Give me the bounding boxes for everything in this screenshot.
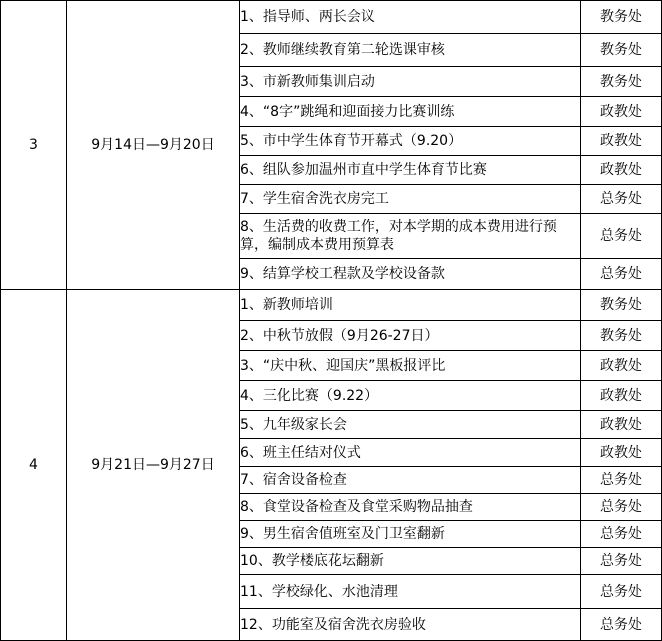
task-cell: 1、指导师、两长会议 bbox=[240, 1, 581, 34]
task-cell: 2、教师继续教育第二轮选课审核 bbox=[240, 34, 581, 67]
week-dates-cell: 9月14日—9月20日 bbox=[67, 1, 240, 290]
department-cell: 教务处 bbox=[581, 1, 662, 34]
task-cell: 6、组队参加温州市直中学生体育节比赛 bbox=[240, 156, 581, 185]
task-cell: 5、九年级家长会 bbox=[240, 411, 581, 439]
task-cell: 8、生活费的收费工作，对本学期的成本费用进行预算，编制成本费用预算表 bbox=[240, 214, 581, 259]
department-cell: 总务处 bbox=[581, 185, 662, 214]
task-cell: 4、“8字”跳绳和迎面接力比赛训练 bbox=[240, 97, 581, 127]
task-cell: 8、食堂设备检查及食堂采购物品抽查 bbox=[240, 494, 581, 521]
task-cell: 3、市新教师集训启动 bbox=[240, 67, 581, 97]
department-cell: 教务处 bbox=[581, 290, 662, 321]
task-cell: 11、学校绿化、水池清理 bbox=[240, 575, 581, 609]
task-cell: 9、男生宿舍值班室及门卫室翻新 bbox=[240, 521, 581, 548]
department-cell: 政教处 bbox=[581, 439, 662, 467]
department-cell: 总务处 bbox=[581, 548, 662, 575]
task-cell: 5、市中学生体育节开幕式（9.20） bbox=[240, 127, 581, 156]
week-number-cell: 3 bbox=[1, 1, 67, 290]
department-cell: 政教处 bbox=[581, 97, 662, 127]
department-cell: 政教处 bbox=[581, 351, 662, 381]
task-cell: 3、“庆中秋、迎国庆”黑板报评比 bbox=[240, 351, 581, 381]
department-cell: 总务处 bbox=[581, 259, 662, 290]
week-dates-cell: 9月21日—9月27日 bbox=[67, 290, 240, 641]
department-cell: 政教处 bbox=[581, 127, 662, 156]
task-cell: 10、教学楼底花坛翻新 bbox=[240, 548, 581, 575]
task-cell: 2、中秋节放假（9月26-27日） bbox=[240, 321, 581, 351]
task-cell: 9、结算学校工程款及学校设备款 bbox=[240, 259, 581, 290]
task-cell: 1、新教师培训 bbox=[240, 290, 581, 321]
department-cell: 政教处 bbox=[581, 156, 662, 185]
department-cell: 总务处 bbox=[581, 467, 662, 494]
department-cell: 总务处 bbox=[581, 609, 662, 641]
task-cell: 12、功能室及宿舍洗衣房验收 bbox=[240, 609, 581, 641]
task-cell: 4、三化比赛（9.22） bbox=[240, 381, 581, 411]
department-cell: 总务处 bbox=[581, 214, 662, 259]
department-cell: 总务处 bbox=[581, 575, 662, 609]
department-cell: 教务处 bbox=[581, 34, 662, 67]
table-row bbox=[1, 1, 662, 34]
task-cell: 7、学生宿舍洗衣房完工 bbox=[240, 185, 581, 214]
task-cell: 6、班主任结对仪式 bbox=[240, 439, 581, 467]
department-cell: 总务处 bbox=[581, 521, 662, 548]
week-number-cell: 4 bbox=[1, 290, 67, 641]
department-cell: 总务处 bbox=[581, 494, 662, 521]
department-cell: 教务处 bbox=[581, 67, 662, 97]
department-cell: 教务处 bbox=[581, 321, 662, 351]
department-cell: 政教处 bbox=[581, 411, 662, 439]
task-cell: 7、宿舍设备检查 bbox=[240, 467, 581, 494]
department-cell: 政教处 bbox=[581, 381, 662, 411]
table-row bbox=[1, 290, 662, 321]
